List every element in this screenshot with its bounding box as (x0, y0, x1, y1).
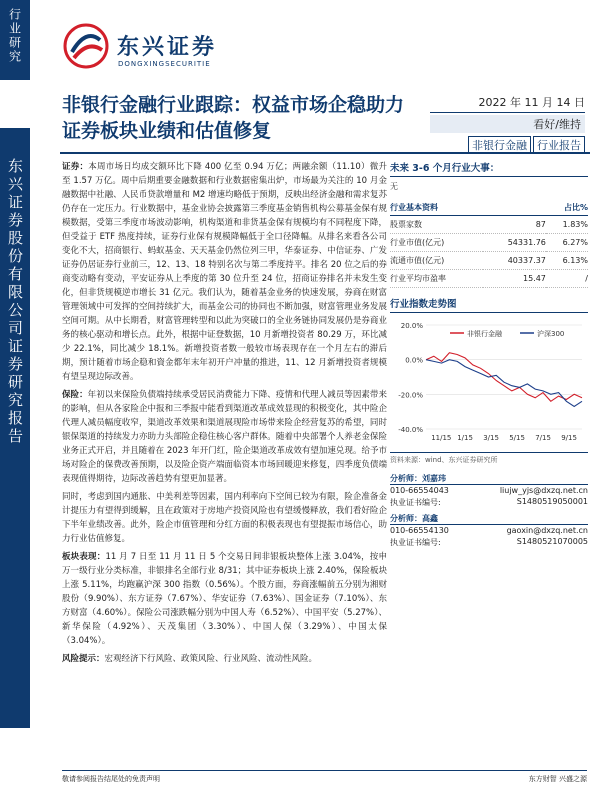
analyst-cert (390, 536, 588, 549)
index-chart (390, 317, 588, 452)
performance-text: 11 月 7 日至 11 月 11 日 5 个交易日间非银板块整体上涨 3.04%，按申万一级行业分类标准，非银排名全部行业 8/31；其中证券板块上涨 2.40%，保险板块上涨 5.11%，均跑赢沪深 300 指数（0.56%）。个股方面，券商涨幅前五分别为湘财股份（9.90%）、东方证券（7.67%）、华安证券（7.63%）、国金证券（7.10%）、东方财富（4.60%）。保险公司涨跌幅分别为中国人寿（6.52%）、中国平安（5.27%）、新华保险（4.92%）、天茂集团（3.30%）、中国人保（3.29%）、中国太保（3.04%）。 (62, 552, 387, 646)
table-row (390, 216, 588, 234)
analyst-phone: 010-66554043 (390, 486, 449, 495)
y-tick-label: -20.0% (398, 391, 423, 400)
cert-number: S1480519050001 (516, 497, 588, 506)
row-pct: 6.27% (546, 234, 588, 252)
analyst-email[interactable]: gaoxin@dxzq.net.cn (506, 526, 588, 535)
x-tick-label: 5/15 (509, 434, 525, 442)
analyst-name: 分析师：刘嘉玮 (390, 473, 588, 485)
outlook-value: 无 (390, 182, 398, 191)
x-tick-label: 1/15 (457, 434, 473, 442)
company-label: 东兴证券股份有限公司证券研究报告 (6, 158, 24, 446)
logo-text: 东兴证券 (117, 35, 218, 60)
table-row (390, 234, 588, 252)
row-pct: 1.83% (546, 216, 588, 234)
outlook-text: 同时，考虑到国内通胀、中美利差等因素，国内利率向下空间已较为有限，险企准备金计提压力有望得到缓解，且在政策对于房地产投资风险也有望缓慢释放，我们看好险企下半年业绩改善。此外，险企市值管理和分红方面的积极表现也有望提振市场信心，助力行业估值修复。 (62, 492, 387, 544)
securities-paragraph (62, 160, 387, 384)
rating-badge: 看好/维持 (430, 115, 585, 133)
row-value: 40337.37 (483, 252, 546, 270)
performance-label: 板块表现： (62, 552, 106, 562)
x-tick-label: 11/15 (431, 434, 452, 442)
y-tick-label: 20.0% (400, 322, 423, 330)
row-label: 流通市值(亿元) (390, 252, 483, 270)
risk-text: 宏观经济下行风险、政策风险、行业风险、流动性风险。 (104, 654, 318, 664)
report-date: 2022 年 11 月 14 日 (430, 94, 585, 113)
analyst-cert (390, 496, 588, 509)
legend-label: 沪深300 (537, 330, 565, 338)
analyst-block (390, 473, 588, 509)
cert-label: 执业证书编号: (390, 498, 441, 507)
cert-number: S1480521070005 (516, 537, 588, 546)
outlook-title: 未来 3-6 个月行业大事： (390, 160, 588, 177)
performance-paragraph (62, 550, 387, 648)
table-row (390, 270, 588, 288)
company-logo (62, 22, 252, 72)
securities-label: 证券： (62, 162, 89, 172)
row-pct: / (546, 270, 588, 288)
risk-paragraph (62, 652, 387, 666)
row-label: 行业平均市盈率 (390, 270, 483, 288)
sidebar-company (0, 128, 30, 728)
table-row (390, 252, 588, 270)
disclaimer-note: 敬请参阅报告结尾处的免责声明 (62, 775, 160, 783)
row-value: 87 (483, 216, 546, 234)
industry-basics-table (390, 200, 588, 288)
analyst-name: 分析师：高鑫 (390, 513, 588, 525)
row-value: 54331.76 (483, 234, 546, 252)
sidebar-category (0, 0, 30, 80)
page-footer (62, 770, 587, 784)
row-label: 股票家数 (390, 216, 483, 234)
insurance-text: 年初以来保险负债端持续承受居民消费能力下降、疫情和代理人减员等因素带来的影响，但从各家险企中报和三季报中能看到渠道改革成效显现的积极变化，其中险企代理人减员幅度收窄，渠道改革效果和渠道展现险市场带来险企经营复苏的希望，同时银保渠道的持续发力亦助力头部险企稳住核心客户群体。随着中央部署个人养老金保险业务正式开启，并且随着在 2023 年开门红，险企渠道改革成效有望加速兑现。给予市场对险企的保费改善预期，以及险企资产端面临资本市场回暖迎来修复，四季度负债端表现值得期待，边际改善趋势有望更加显著。 (62, 390, 387, 484)
report-meta (430, 94, 585, 154)
chart-source: 资料来源：wind、东兴证券研究所 (390, 452, 588, 465)
report-body (62, 160, 387, 670)
category-label: 行业研究 (7, 8, 22, 64)
risk-label: 风险提示： (62, 654, 105, 664)
x-tick-label: 9/15 (561, 434, 577, 442)
basics-title: 行业基本资料 (390, 200, 546, 216)
analyst-phone: 010-66554130 (390, 526, 449, 535)
sidebar-info (390, 160, 588, 553)
analyst-contact (390, 525, 588, 536)
row-label: 行业市值(亿元) (390, 234, 483, 252)
report-title: 非银行金融行业跟踪：权益市场企稳助力证券板块业绩和估值修复 (62, 94, 405, 142)
legend-label: 非银行金融 (467, 330, 502, 338)
industry-tag: 非银行金融 (468, 136, 531, 154)
footer-slogan: 东方财智 兴盛之源 (528, 775, 587, 783)
securities-text: 本周市场日均成交额环比下降 400 亿至 0.94 万亿；两融余额（11.10）微升至 1.57 万亿。周中后期重要金融数据和行业数据密集出炉，市场最为关注的 10 月金融数据中社融、人民币贷款增量和 M2 增速均略低于预期，反映出经济金融和需求复苏仍存在一定压力。行业数据中，基金业协会披露第三季度基金销售机构公募基金保有规模数据，受第三季度市场波动影响，机构渠道和非货基金保有规模均有不同程度下降，但受益于 ETF 热度持续，证券行业保有规模降幅低于全口径降幅。从排名来看各公司变化不大，招商银行、蚂蚁基金、天天基金仍然位列三甲，华泰证券、中信证券、广发证券仍居证券行业前三，12、13、18 特别名次与第二季度持平。排名 20 位之后的券商变动略有变动，平安证券从上季度的第 30 位升至 24 位，招商证券排名并未发生变化，但非货规模逆市增长 31 亿元。我们认为，随着基金业务的快速发展，券商在财富管理领域中可发挥的空间持续扩大，而基金公司的协同也不断加强，财富管理业务发展空间可期。从中长期看，财富管理转型和以此为突破口的全业务链协同发展仍是券商业务的核心驱动和增长点。此外，根据中证登数据，10 月新增投资者 80.29 万，环比减少 22.1%，同比减少 18.1%。新增投资者数一般较市场表现存在一个月左右的滞后期，预计随着市场企稳和資金都年末年初开户冲量的推进，11、12 月新增投资者规模有望呈现边际改善。 (62, 162, 387, 382)
logo-emblem-icon (62, 22, 110, 70)
analyst-contact (390, 485, 588, 496)
outlook-paragraph (62, 490, 387, 546)
row-pct: 6.13% (546, 252, 588, 270)
chart-title: 行业指数走势图 (390, 296, 588, 313)
x-tick-label: 7/15 (535, 434, 551, 442)
header-divider (60, 152, 590, 154)
x-tick-label: 3/15 (483, 434, 499, 442)
series-line-1 (426, 360, 582, 407)
y-tick-label: -40.0% (398, 426, 423, 434)
cert-label: 执业证书编号: (390, 538, 441, 547)
row-value: 15.47 (483, 270, 546, 288)
basics-pct-header: 占比% (546, 200, 588, 216)
insurance-paragraph (62, 388, 387, 486)
index-chart-svg (390, 317, 588, 452)
y-tick-label: 0.0% (405, 356, 423, 365)
analyst-email[interactable]: liujw_yjs@dxzq.net.cn (499, 486, 588, 495)
insurance-label: 保险： (62, 390, 88, 400)
analyst-block (390, 513, 588, 549)
type-tag: 行业报告 (533, 136, 585, 154)
logo-subtext: DONGXINGSECURITIE (118, 60, 211, 68)
